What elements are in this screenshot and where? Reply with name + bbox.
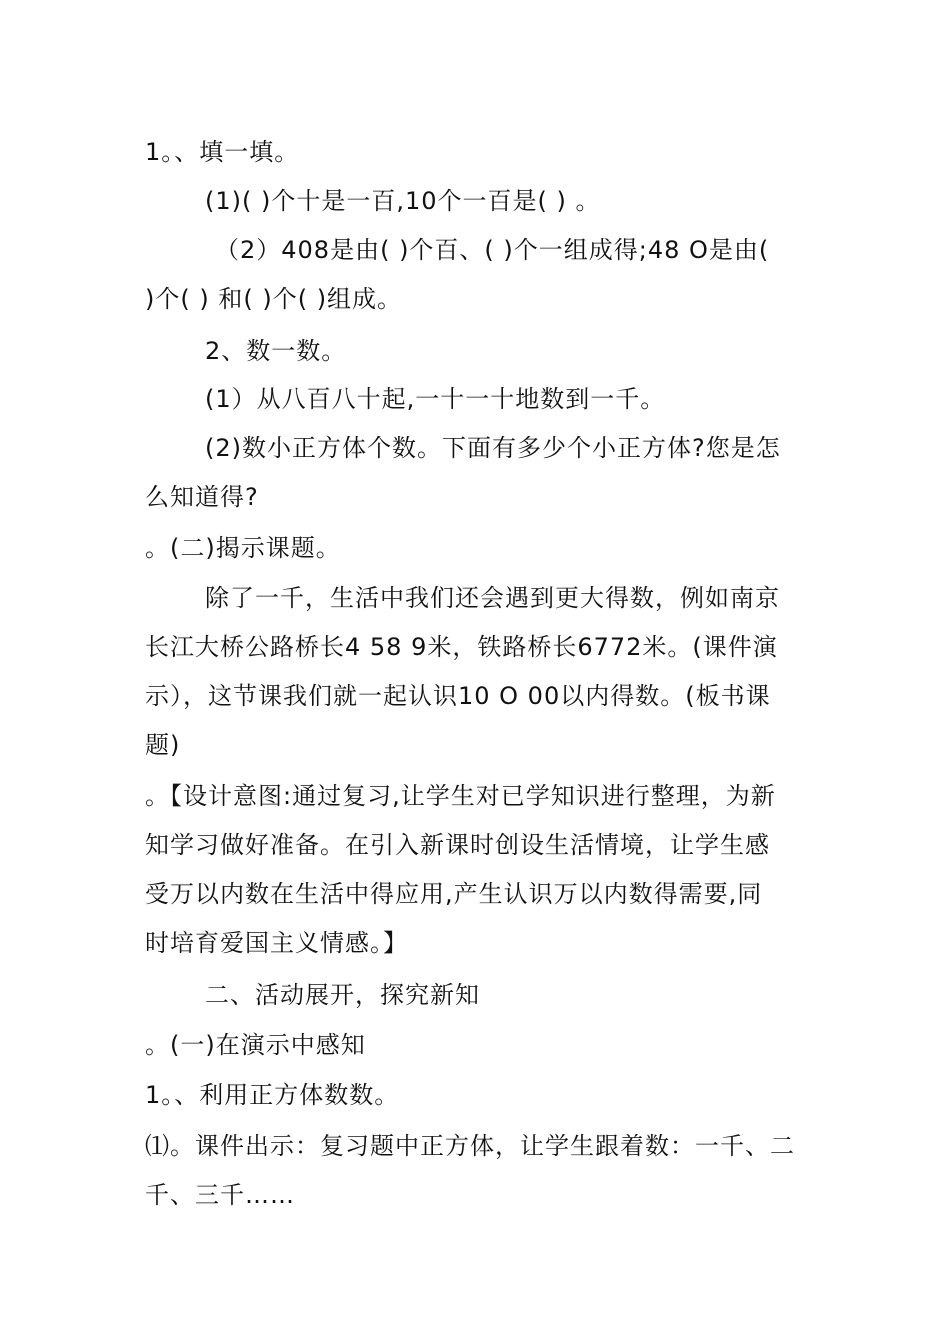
section-heading-activity: 二、活动展开，探究新知 [205, 981, 480, 1009]
step-heading-cubes: 1。、利用正方体数数。 [145, 1081, 400, 1109]
design-intent-line-4: 时培育爱国主义情感。】 [145, 929, 408, 957]
paragraph-intro-line-2: 长江大桥公路桥长4 58 9米，铁路桥长6772米。(课件演 [145, 633, 778, 661]
section-heading-count: 2、数一数。 [205, 337, 347, 365]
question-2-2: (2)数小正方体个数。下面有多少个小正方体?您是怎 [205, 434, 781, 462]
paragraph-intro: 除了一千，生活中我们还会遇到更大得数，例如南京 [205, 584, 780, 612]
question-1-2-continued: )个( ) 和( )个( )组成。 [145, 285, 403, 313]
design-intent-paragraph: 。【设计意图:通过复习,让学生对已学知识进行整理，为新 [145, 782, 776, 810]
question-2-2-continued: 么知道得? [145, 483, 259, 511]
paragraph-intro-line-3: 示），这节课我们就一起认识10 O 00以内得数。(板书课 [145, 682, 771, 710]
step-1-text: ⑴。课件出示：复习题中正方体，让学生跟着数：一千、二 [145, 1132, 795, 1160]
subsection-heading-demo: 。(一)在演示中感知 [145, 1031, 366, 1059]
design-intent-line-3: 受万以内数在生活中得应用,产生认识万以内数得需要,同 [145, 880, 763, 908]
design-intent-line-2: 知学习做好准备。在引入新课时创设生活情境，让学生感 [145, 831, 770, 859]
step-1-text-continued: 千、三千…… [145, 1181, 295, 1209]
section-heading-fill: 1。、填一填。 [145, 138, 300, 166]
question-1-1: (1)( )个十是一百,10个一百是( ) 。 [205, 187, 601, 215]
paragraph-intro-line-4: 题) [145, 731, 181, 759]
question-1-2: （2）408是由( )个百、( )个一组成得;48 O是由( [215, 236, 770, 264]
section-heading-topic: 。(二)揭示课题。 [145, 534, 341, 562]
question-2-1: (1）从八百八十起,一十一十地数到一千。 [205, 385, 666, 413]
